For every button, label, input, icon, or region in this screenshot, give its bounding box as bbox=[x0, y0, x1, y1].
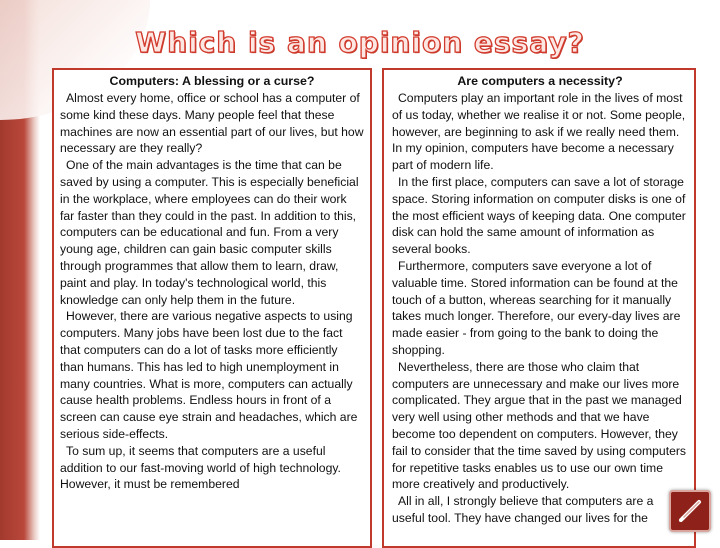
essay-right-paragraph: Furthermore, computers save everyone a lot of valuable time. Stored information can be found at the touch of a button, whereas searching for it manually takes much longer. Therefore, our every-day lives are made easier - from going to the bank to doing the shopping. bbox=[392, 258, 681, 357]
essay-right-heading: Are computers a necessity? bbox=[457, 74, 623, 88]
essay-right-paragraph: Computers play an important role in the lives of most of us today, whether we realise it or not. Some people, however, are beginning to ask if we really need them. In my opinion, computers have become a necessary part of modern life. bbox=[392, 91, 686, 173]
essay-left-paragraph: Almost every home, office or school has a computer of some kind these days. Many people feel that these machines are now an essential part of our lives, but how necessary are they really? bbox=[60, 91, 364, 156]
essay-left-panel bbox=[52, 68, 372, 548]
essay-left-paragraph: To sum up, it seems that computers are a useful addition to our fast-moving world of high technology. However, it must be remembered bbox=[60, 443, 341, 492]
pen-icon bbox=[675, 496, 705, 526]
essay-right-panel bbox=[382, 68, 696, 548]
essay-left-heading: Computers: A blessing or a curse? bbox=[109, 74, 315, 88]
essay-right-paragraph: In the first place, computers can save a lot of storage space. Storing information on computer disks is one of the most efficient ways of keeping data. One computer disk can hold the same amount of information as several books. bbox=[392, 174, 686, 257]
essay-left-paragraph: However, there are various negative aspects to using computers. Many jobs have been lost due to the fact that computers can do a lot of tasks more efficiently than humans. This has led to high unemployment in many countries. What is more, computers can actually cause health problems. Endless hours in front of a screen can cause eye strain and headaches, which are serious side-effects. bbox=[60, 309, 358, 441]
essay-left-paragraph: One of the main advantages is the time that can be saved by using a computer. This is especially beneficial in the workplace, where employees can do their work far faster than they could in the past. In addition to this, computers can be educational and fun. From a very young age, children can gain basic computer skills through programmes that allow them to learn, draw, paint and play. In today's technological world, this knowledge can only help them in the future. bbox=[60, 158, 359, 307]
essay-right-paragraph: Nevertheless, there are those who claim that computers are unnecessary and make our lives more complicated. They argue that in the past we managed very well using other methods and that we have become too dependent on computers. However, they fail to consider that the time saved by using computers for repetitive tasks enables us to use our own time more creatively and productively. bbox=[392, 359, 687, 492]
slide-title: Which is an opinion essay? bbox=[135, 26, 585, 59]
pen-icon-button[interactable] bbox=[669, 490, 711, 532]
essay-right-paragraph: All in all, I strongly believe that computers are a useful tool. They have changed our lives for the bbox=[392, 494, 654, 525]
